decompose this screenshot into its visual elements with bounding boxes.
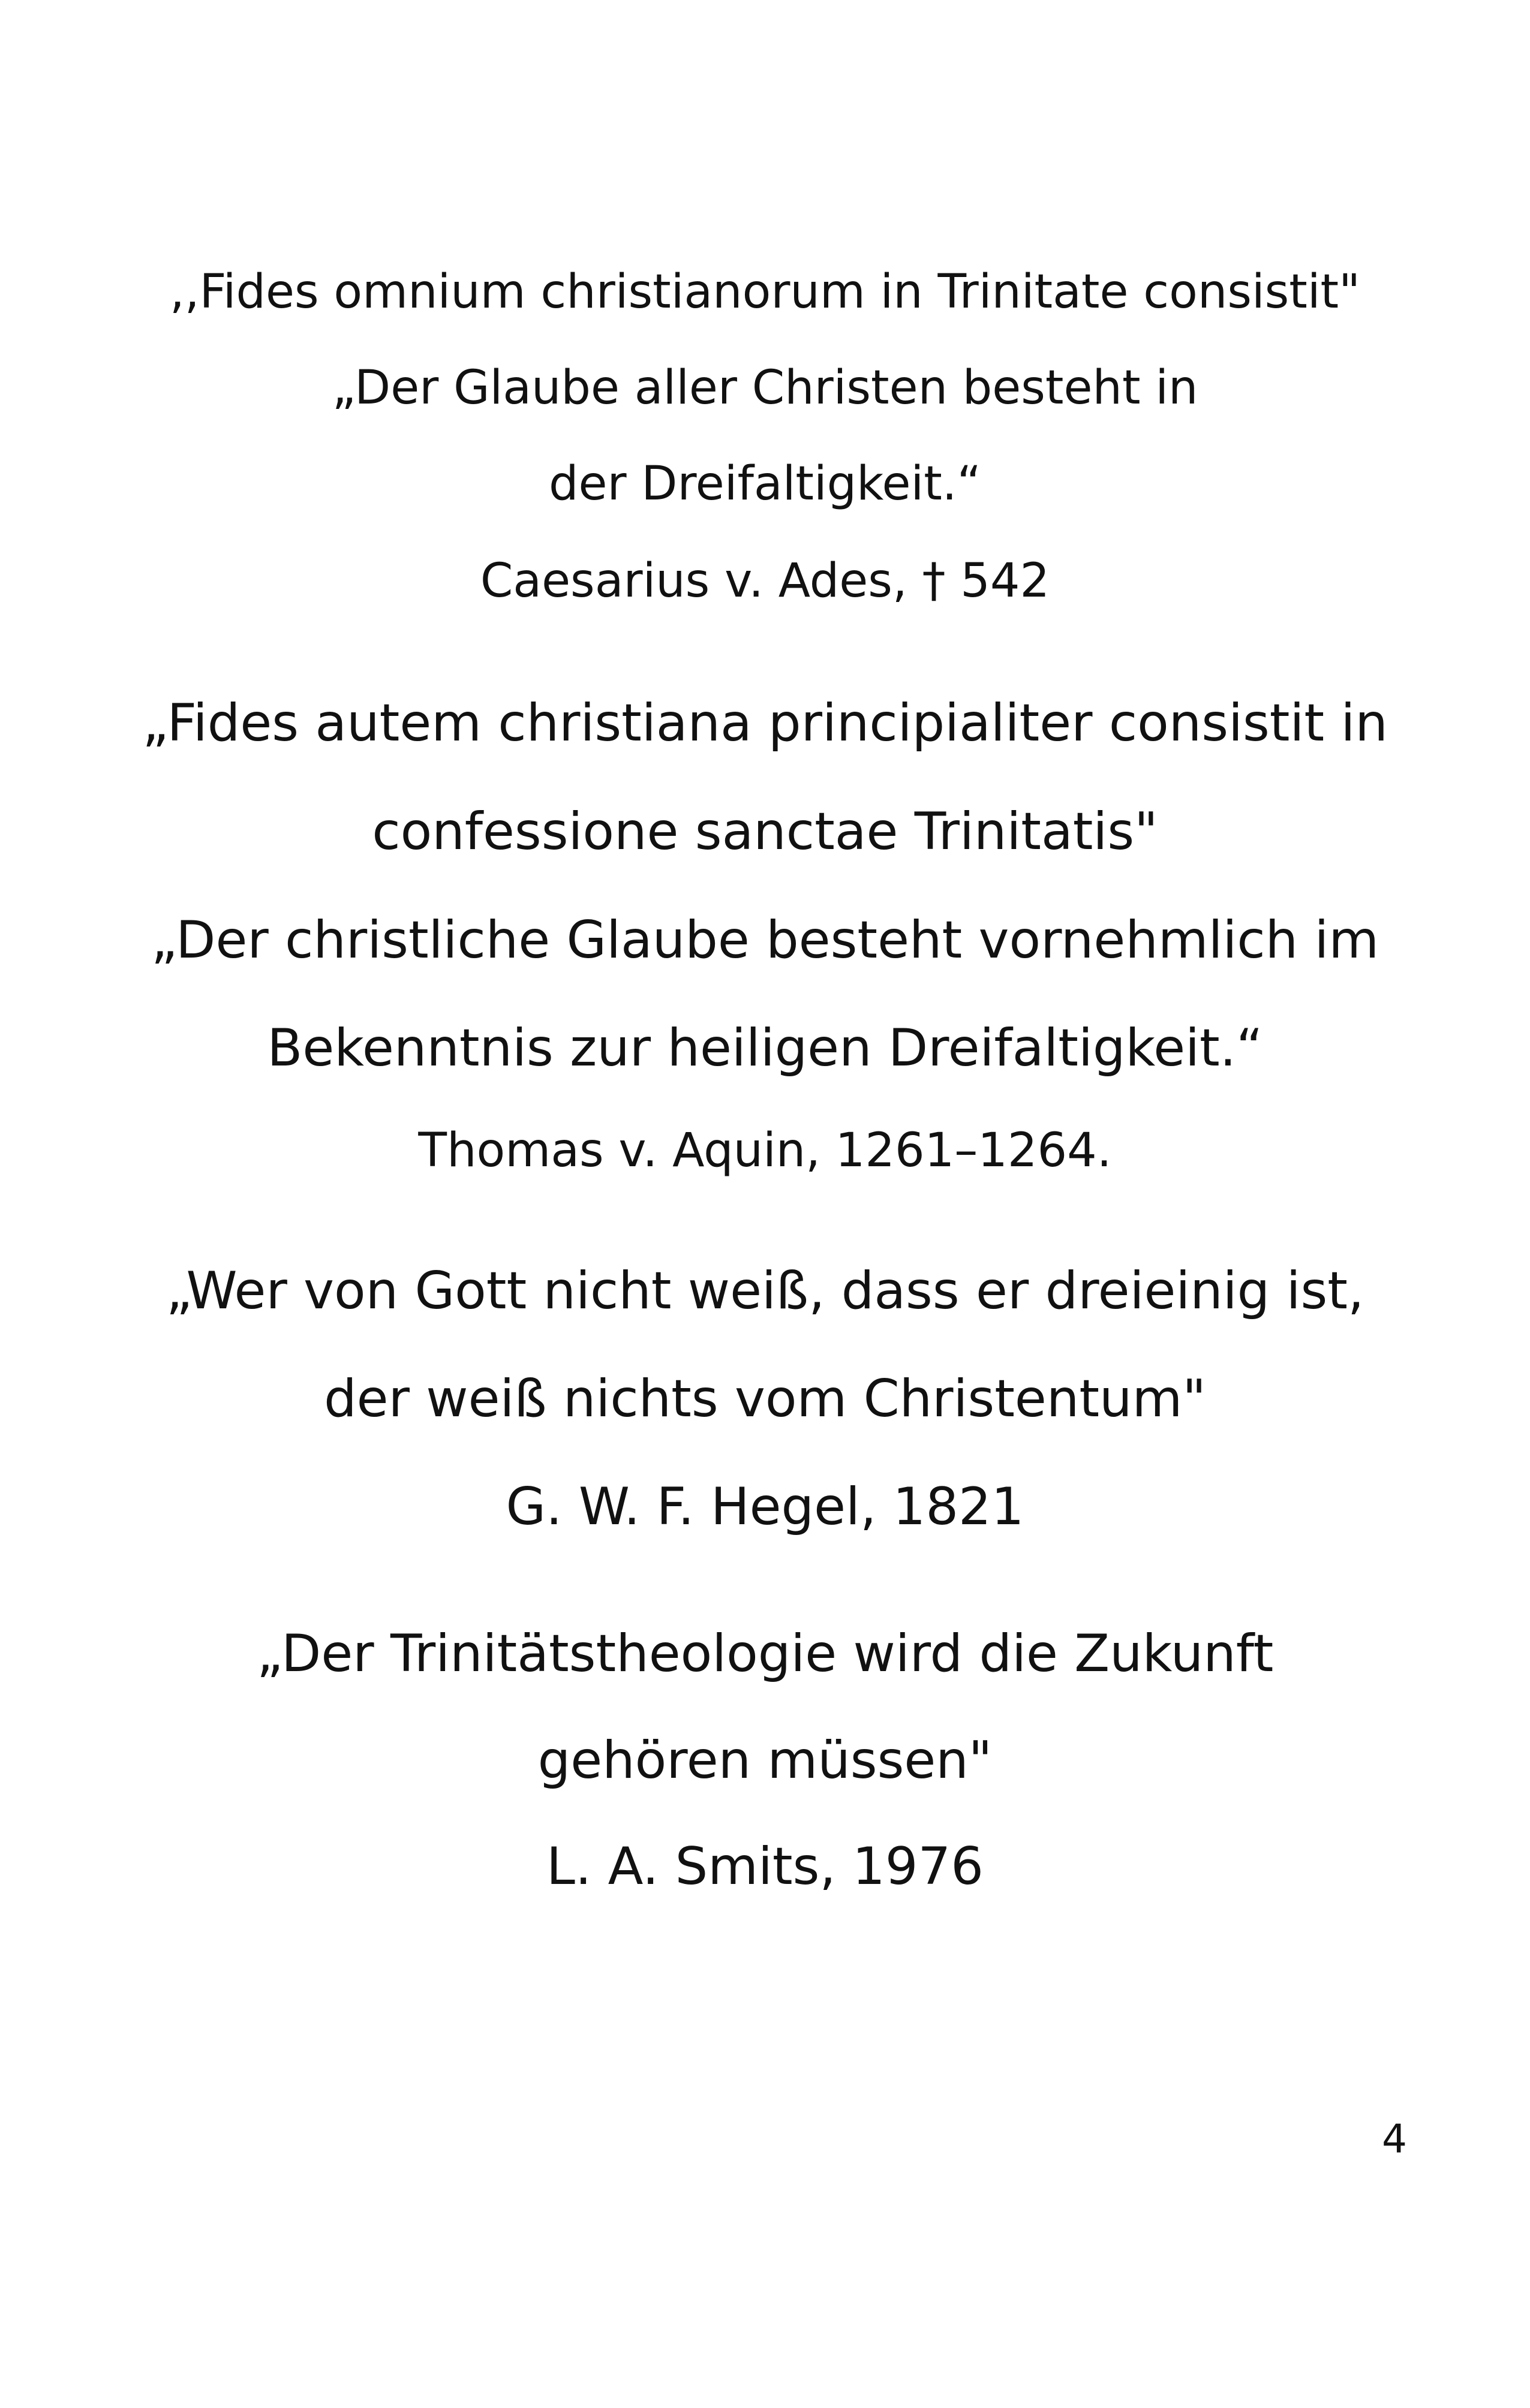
quote-2-line-3: „Der christliche Glaube besteht vornehmlich im: [151, 910, 1379, 970]
quote-2-line-2: confessione sanctae Trinitatis": [372, 802, 1158, 862]
quote-4-line-1: „Der Trinitätstheologie wird die Zukunft: [256, 1624, 1274, 1684]
quote-1-line-2: „Der Glaube aller Christen besteht in: [332, 361, 1198, 415]
quote-4-attribution: L. A. Smits, 1976: [546, 1837, 984, 1897]
quote-1-attribution: Caesarius v. Ades, † 542: [480, 554, 1050, 608]
quote-2-line-4: Bekenntnis zur heiligen Dreifaltigkeit.“: [267, 1018, 1263, 1078]
quote-2-attribution: Thomas v. Aquin, 1261–1264.: [418, 1124, 1112, 1178]
quote-3-line-1: „Wer von Gott nicht weiß, dass er dreieinig ist,: [166, 1261, 1364, 1321]
quote-1-line-1: ,,Fides omnium christianorum in Trinitate consistit": [170, 265, 1360, 319]
quote-1-line-3: der Dreifaltigkeit.“: [549, 457, 981, 511]
quote-3-line-2: der weiß nichts vom Christentum": [324, 1369, 1206, 1429]
quote-2-line-1: „Fides autem christiana principialiter consistit in: [142, 693, 1388, 753]
page-number: 4: [1382, 2116, 1407, 2162]
quote-3-attribution: G. W. F. Hegel, 1821: [506, 1477, 1024, 1537]
quote-4-line-2: gehören müssen": [537, 1730, 993, 1790]
